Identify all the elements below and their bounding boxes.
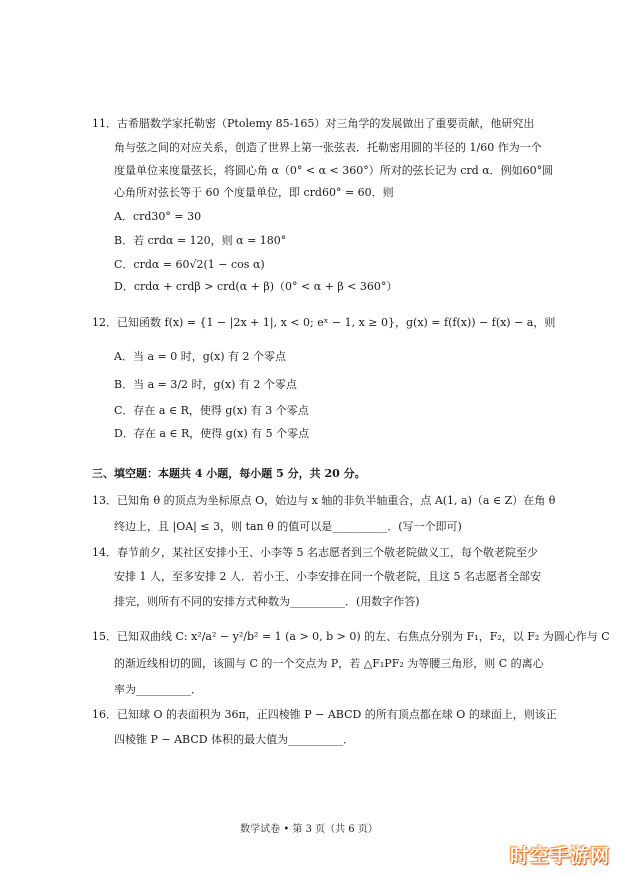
q11-line-1: 11．古希腊数学家托勒密（Ptolemy 85-165）对三角学的发展做出了重要贡献，他研究出: [92, 117, 535, 130]
q14-line-3: 排完，则所有不同的安排方式种数为__________．(用数字作答): [114, 595, 420, 608]
q15-line-3: 率为__________．: [114, 683, 202, 696]
q12-option-c: C．存在 a ∈ R，使得 g(x) 有 3 个零点: [114, 404, 309, 417]
q12-line-1: 12．已知函数 f(x) = {1 − |2x + 1|, x < 0; eˣ − 1, x ≥ 0}，g(x) = f(f(x)) − f(x) − a，则: [92, 316, 556, 329]
q16-line-2: 四棱锥 P − ABCD 体积的最大值为__________．: [114, 733, 355, 746]
q16-line-1: 16．已知球 O 的表面积为 36π，正四棱锥 P − ABCD 的所有顶点都在球 O 的球面上，则该正: [92, 708, 557, 721]
q11-line-3: 度量单位来度量弦长，将圆心角 α（0° < α < 360°）所对的弦长记为 crd α．例如60°圆: [114, 164, 554, 177]
q11-option-a: A．crd30° = 30: [114, 210, 202, 223]
q11-option-c: C．crdα = 60√2(1 − cos α): [114, 258, 265, 271]
section-3-title: 三、填空题：本题共 4 小题，每小题 5 分，共 20 分。: [92, 467, 366, 480]
q11-line-4: 心角所对弦长等于 60 个度量单位，即 crd60° = 60．则: [114, 186, 394, 199]
q13-line-2: 终边上，且 |OA| ≤ 3，则 tan θ 的值可以是__________．(写一个即可): [114, 520, 462, 533]
q11-line-2: 角与弦之间的对应关系，创造了世界上第一张弦表．托勒密用圆的半径的 1/60 作为一个: [114, 141, 542, 154]
q12-option-d: D．存在 a ∈ R，使得 g(x) 有 5 个零点: [114, 427, 310, 440]
q11-option-d: D．crdα + crdβ > crd(α + β)（0° < α + β < 360°）: [114, 280, 398, 293]
site-watermark: 时空手游网: [509, 845, 610, 867]
q14-line-2: 安排 1 人，至多安排 2 人．若小王、小李安排在同一个敬老院，且这 5 名志愿者全部安: [114, 570, 541, 583]
q11-option-b: B．若 crdα = 120，则 α = 180°: [114, 234, 287, 247]
page-footer: 数学试卷 • 第 3 页（共 6 页）: [240, 824, 378, 835]
q15-line-2: 的渐近线相切的圆，该圆与 C 的一个交点为 P，若 △F₁PF₂ 为等腰三角形，则 C 的离心: [114, 657, 544, 670]
q13-line-1: 13．已知角 θ 的顶点为坐标原点 O，始边与 x 轴的非负半轴重合，点 A(1, a)（a ∈ Z）在角 θ: [92, 494, 556, 507]
q12-option-a: A．当 a = 0 时，g(x) 有 2 个零点: [114, 350, 287, 363]
q14-line-1: 14．春节前夕，某社区安排小王、小李等 5 名志愿者到三个敬老院做义工，每个敬老院至少: [92, 546, 538, 559]
q12-option-b: B．当 a = 3/2 时，g(x) 有 2 个零点: [114, 378, 297, 391]
q15-line-1: 15．已知双曲线 C: x²/a² − y²/b² = 1 (a > 0, b > 0) 的左、右焦点分别为 F₁，F₂，以 F₂ 为圆心作与 C: [92, 630, 610, 643]
